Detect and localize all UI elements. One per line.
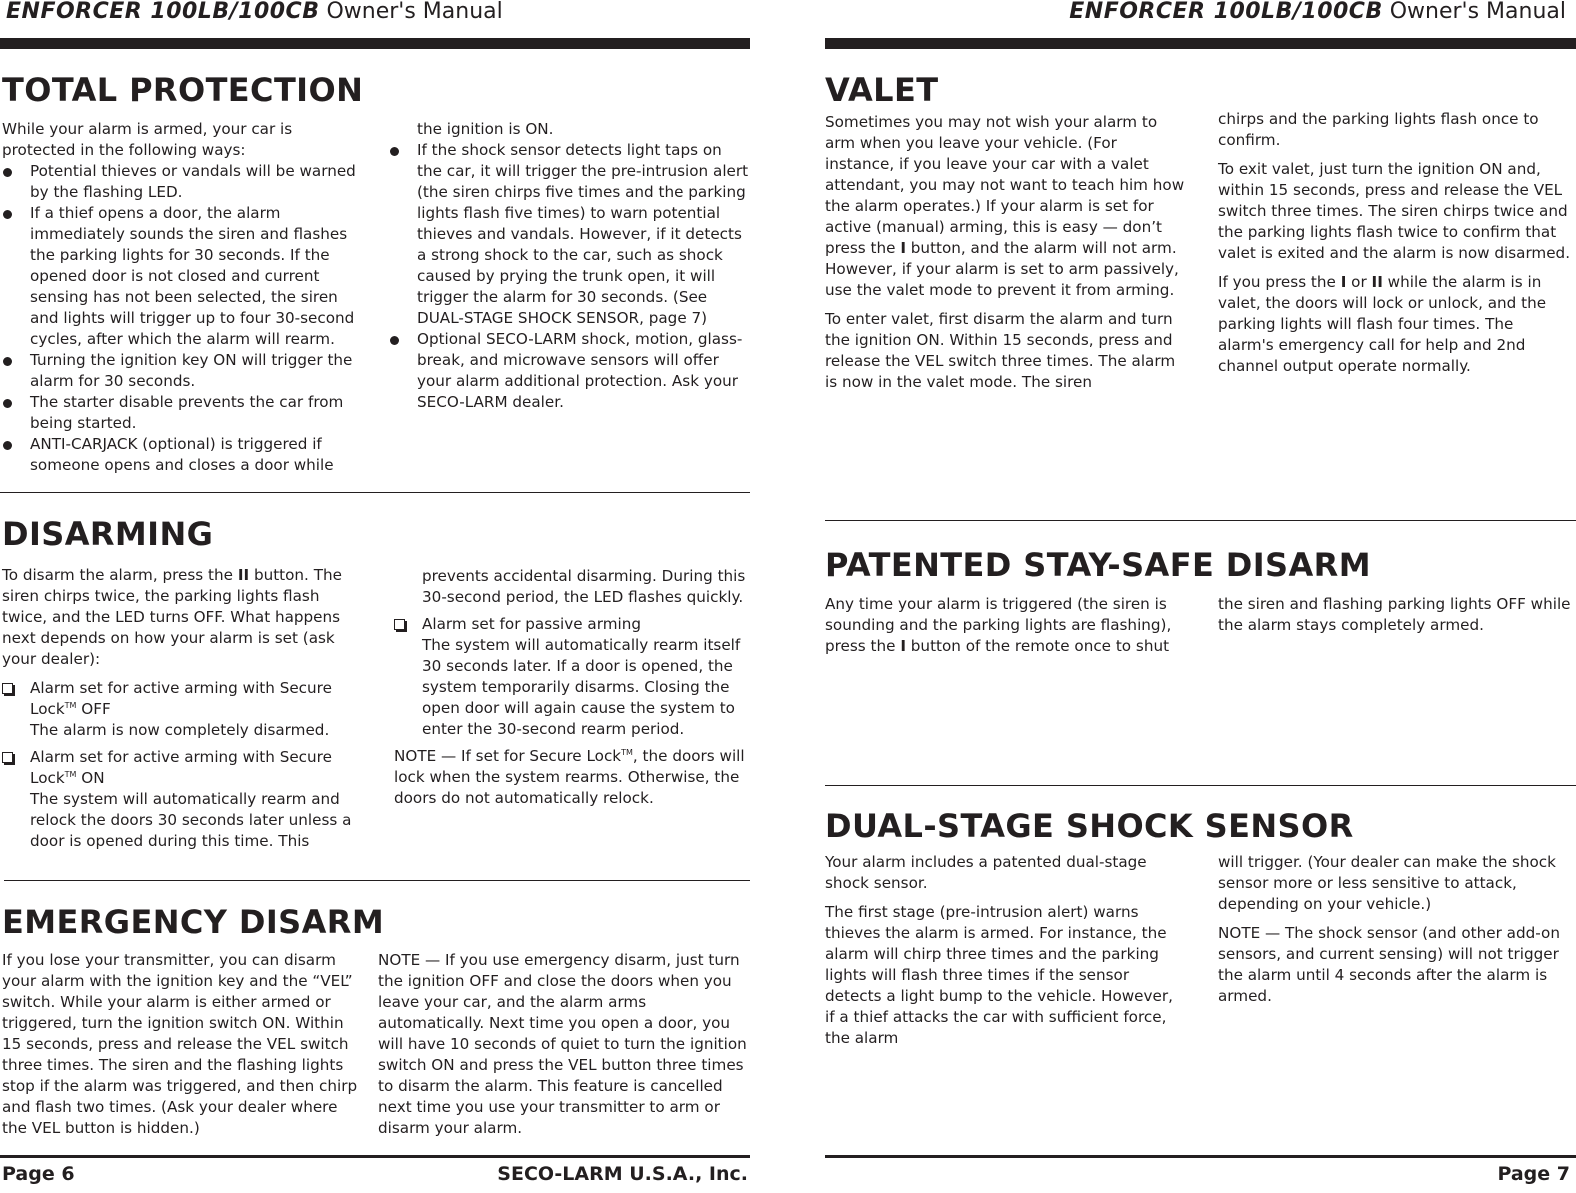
disarm-options-list-continued [394, 614, 749, 740]
protection-list-continued [389, 140, 749, 413]
list-item: ANTI-CARJACK (optional) is triggered if someone opens and closes a door while [2, 434, 360, 476]
list-item-continuation: prevents accidental disarming. During this 30-second period, the LED flashes quickly. [422, 567, 746, 606]
shock-sensor-note: NOTE — The shock sensor (and other add-on sensors, and current sensing) will not trigger the alarm until 4 seconds after the alarm is armed. [1218, 924, 1560, 1005]
emergency-disarm-right-column [378, 950, 750, 1139]
list-item: Alarm set for passive arming The system will automatically rearm itself 30 seconds later. If a door is opened, the system temporarily disarms. Closing the open door will again cause the system to enter the 30-second rearm period. [394, 614, 749, 740]
button-i-label: I [1340, 273, 1347, 291]
shock-sensor-right-column: will trigger. (Your dealer can make the shock sensor more or less sensitive to attack, depending on your vehicle.) NOTE — The shock sensor (and other add-on sensors, and current sensing) will not trigger the alarm until 4 seconds after the alarm is armed. [1218, 852, 1574, 1007]
disarm-options-list [2, 678, 356, 852]
list-item: Optional SECO-LARM shock, motion, glass-break, and microwave sensors will offer your alarm additional protection. Ask your SECO-LARM dealer. [389, 329, 749, 413]
header-bar-right [825, 38, 1576, 49]
stay-safe-right-column: the siren and flashing parking lights OFF while the alarm stays completely armed. [1218, 595, 1571, 634]
section-divider [825, 520, 1576, 521]
header-brand: ENFORCER 100LB/100CB [1069, 0, 1383, 24]
button-ii-label: II [237, 566, 250, 584]
disarming-note: NOTE — If set for Secure Lock™, the doors will lock when the system rearms. Otherwise, the doors do not automatically relock. [394, 747, 745, 807]
emergency-disarm-left-column: If you lose your transmitter, you can disarm your alarm with the ignition key and the “VEL” switch. While your alarm is either armed or triggered, turn the ignition switch ON. Within 15 seconds, press and release the VEL switch three times. The siren and the flashing lights stop if the alarm was triggered, and then chirp and flash two times. (Ask your dealer where the VEL button is hidden.) [2, 951, 358, 1137]
section-divider [825, 785, 1576, 786]
disarming-intro: To disarm the alarm, press the II button. The siren chirps twice, the parking lights flash twice, and the LED turns OFF. What happens next depends on how your alarm is set (ask your dealer): [2, 566, 342, 668]
section-title-stay-safe-disarm: PATENTED STAY-SAFE DISARM [825, 546, 1371, 584]
section-divider [0, 492, 750, 493]
checkbox-icon [2, 752, 13, 763]
total-protection-right-column [389, 119, 749, 413]
bullet-icon [390, 336, 399, 345]
bullet-icon [390, 147, 399, 156]
button-i-label: I [900, 637, 906, 655]
list-item: If the shock sensor detects light taps on the car, it will trigger the pre-intrusion alert (the siren chirps five times and the parking lights flash five times) to warn potential thieves and vandals. However, if it detects a strong shock to the car, such as shock caused by prying the trunk open, it will trigger the alarm for 30 seconds. (See DUAL-STAGE SHOCK SENSOR, page 7) [389, 140, 749, 329]
right-page-header [1069, 0, 1566, 26]
section-title-shock-sensor: DUAL-STAGE SHOCK SENSOR [825, 807, 1354, 845]
header-title: Owner's Manual [319, 0, 503, 24]
page-number-right: Page 7 [1497, 1163, 1570, 1185]
list-item: The starter disable prevents the car from being started. [2, 392, 360, 434]
bullet-icon [3, 168, 12, 177]
bullet-icon [3, 357, 12, 366]
header-brand: ENFORCER 100LB/100CB [6, 0, 320, 24]
protection-list [2, 161, 360, 476]
section-title-total-protection: TOTAL PROTECTION [2, 71, 364, 109]
header-title: Owner's Manual [1382, 0, 1566, 24]
emergency-disarm-note: NOTE — If you use emergency disarm, just turn the ignition OFF and close the doors when you leave your car, and the alarm arms automatically. Next time you open a door, you will have 10 seconds of quiet to turn the ignition switch ON and press the VEL button three times to disarm the alarm. This feature is cancelled next time you use your transmitter to arm or disarm your alarm. [378, 951, 747, 1137]
disarming-left-column [2, 565, 356, 858]
list-item: Alarm set for active arming with Secure Lock™ OFF The alarm is now completely disarmed. [2, 678, 356, 741]
list-item: If a thief opens a door, the alarm immediately sounds the siren and flashes the parking lights for 30 seconds. If the opened door is not closed and current sensing has not been selected, the siren and lights will trigger up to four 30-second cycles, after which the alarm will rearm. [2, 203, 360, 350]
section-title-valet: VALET [825, 71, 939, 109]
stay-safe-left-column: Any time your alarm is triggered (the siren is sounding and the parking lights are flashing), press the I button of the remote once to shut [825, 595, 1172, 655]
list-item: Turning the ignition key ON will trigger the alarm for 30 seconds. [2, 350, 360, 392]
total-protection-intro: While your alarm is armed, your car is protected in the following ways: [2, 120, 293, 159]
footer-rule-right [825, 1155, 1576, 1158]
left-page-header [6, 0, 503, 26]
button-i-label: I [900, 239, 906, 257]
shock-sensor-left-column: Your alarm includes a patented dual-stage shock sensor. The first stage (pre-intrusion alert) warns thieves the alarm is armed. For instance, the alarm will chirp three times and the parking lights will flash three times if the sensor detects a light bump to the vehicle. However, if a thief attacks the car with sufficient force, the alarm [825, 853, 1173, 1047]
header-bar-left [0, 38, 750, 49]
section-title-emergency-disarm: EMERGENCY DISARM [2, 903, 385, 941]
checkbox-icon [394, 619, 405, 630]
footer-company: SECO-LARM U.S.A., Inc. [497, 1163, 748, 1185]
total-protection-left-column [2, 119, 360, 476]
disarming-right-column [394, 566, 749, 809]
section-title-disarming: DISARMING [2, 515, 214, 553]
list-item: Potential thieves or vandals will be warned by the flashing LED. [2, 161, 360, 203]
bullet-icon [3, 441, 12, 450]
button-ii-label: II [1371, 273, 1383, 291]
list-item-continuation: the ignition is ON. [417, 120, 554, 138]
bullet-icon [3, 399, 12, 408]
valet-left-column: Sometimes you may not wish your alarm to arm when you leave your vehicle. (For instance, if you leave your car with a valet attendant, you may not want to teach him how the alarm operates.) If your alarm is set for active (manual) arming, this is easy — don’t press the I button, and the alarm will not arm. However, if your alarm is set to arm passively, use the valet mode to prevent it from arming. To enter valet, first disarm the alarm and turn the ignition ON. Within 15 seconds, press and release the VEL switch three times. The alarm is now in the valet mode. The siren [825, 113, 1185, 391]
bullet-icon [3, 210, 12, 219]
checkbox-icon [2, 683, 13, 694]
section-divider [4, 880, 750, 881]
footer-rule-left [0, 1155, 750, 1158]
list-item: Alarm set for active arming with Secure Lock™ ON The system will automatically rearm and relock the doors 30 seconds later unless a door is opened during this time. This [2, 747, 356, 852]
valet-right-column: chirps and the parking lights flash once to confirm. To exit valet, just turn the ignition ON and, within 15 seconds, press and release the VEL switch three times. The siren chirps twice and the parking lights flash twice to confirm that valet is exited and the alarm is now disarmed. If you press the I or II while the alarm is in valet, the doors will lock or unlock, and the parking lights will flash four times. The alarm's emergency call for help and 2nd channel output operate normally. [1218, 110, 1571, 375]
page-number-left: Page 6 [2, 1163, 75, 1185]
